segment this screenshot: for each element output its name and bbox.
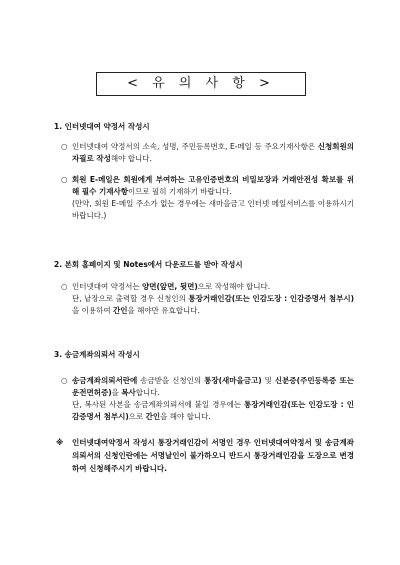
section-2: [54, 259, 354, 317]
notice-box: [54, 436, 354, 475]
circle-bullet-icon: ○: [61, 282, 68, 291]
item-text: 이므로 필히 기재하기 바랍니다.: [127, 187, 232, 196]
remark-text: 을 해야만 유효합니다.: [127, 306, 200, 315]
remark-text: 을 해야 합니다.: [160, 412, 211, 421]
item-text: 송금받을 신청인의: [137, 376, 205, 385]
item-text-emphasis: 양면(앞면, 뒷면): [141, 282, 198, 291]
page-title: < 유 의 사 항 >: [96, 72, 306, 96]
remark-text-emphasis: 통장거래인감(또는 인감도장 : 인감증명서 첨부시): [72, 400, 354, 421]
item-text-emphasis: 송금계좌의뢰서란에: [72, 376, 138, 385]
remark-text-emphasis: 통장거래인감(또는 인감도장 : 인감증명서 첨부시): [188, 294, 354, 303]
item-text-emphasis: 회원 E-메일은 회원에게 부여하는 고유인증번호의 비밀보장과 거래안전성 확보를 위해 필수 기재사항: [72, 175, 354, 196]
list-item: [54, 141, 354, 165]
remark-text: 단, 복사된 사본을 송금계좌의뢰서에 붙일 경우에는: [72, 400, 244, 409]
reference-mark-icon: ※: [56, 438, 64, 447]
item-text-emphasis: 복사: [121, 388, 136, 397]
remark-text: 단, 낱장으로 출력할 경우 신청인의: [72, 294, 189, 303]
item-paragraph: [72, 174, 354, 198]
item-paragraph: [72, 141, 354, 165]
item-paragraph: [72, 281, 354, 293]
section-3: [54, 349, 354, 423]
item-text: 을: [111, 388, 122, 397]
circle-bullet-icon: ○: [61, 376, 68, 385]
remark-text: 으로: [128, 412, 146, 421]
item-remark: [72, 293, 354, 317]
item-text: 합니다.: [135, 388, 160, 397]
section-heading: 1. 인터넷대여 약정서 작성시: [54, 122, 150, 131]
item-remark: [72, 399, 354, 423]
item-text-emphasis: 신청회원의 자필로 작성: [72, 142, 354, 163]
circle-bullet-icon: ○: [61, 175, 68, 184]
section-heading: 3. 송금계좌의뢰서 작성시: [54, 350, 140, 359]
item-text-emphasis: 통장(새마을금고): [204, 376, 262, 385]
item-text: 해야 합니다.: [110, 154, 152, 163]
item-text: 으로 작성해야 합니다.: [197, 282, 271, 291]
item-text: 인터넷대여 약정서는: [72, 282, 142, 291]
circle-bullet-icon: ○: [61, 142, 68, 151]
item-text: 및: [261, 376, 275, 385]
remark-text: 을 이용하여: [72, 306, 113, 315]
notice-text: 인터넷대여약정서 작성시 통장거래인감이 서명인 경우 인터넷대여약정서 및 송금계좌의뢰서의 신청인란에는 서명날인이 불가하오니 반드시 통장거래인감을 도장으로 변경하여 신청해주시기 바랍니다.: [72, 438, 354, 473]
section-1: [54, 121, 354, 222]
section-heading: 2. 본회 홈페이지 및 Notes에서 다운로드를 받아 작성시: [54, 260, 243, 269]
item-text-emphasis: 신분증(주민등록증 또는 운전면허증): [72, 376, 354, 397]
list-item: [54, 281, 354, 317]
item-text: 인터넷대여 약정서의 소속, 성명, 주민등록번호, E-메일 등 주요기재사항은: [72, 142, 318, 151]
item-remark: (만약, 회원 E-메일 주소가 없는 경우에는 새마을금고 인터넷 메일서비스를 이용하시기 바랍니다.): [72, 199, 354, 220]
list-item: [54, 375, 354, 423]
item-paragraph: [72, 375, 354, 399]
remark-text-emphasis: 간인: [145, 412, 161, 421]
remark-text-emphasis: 간인: [113, 306, 128, 315]
list-item: [54, 174, 354, 222]
